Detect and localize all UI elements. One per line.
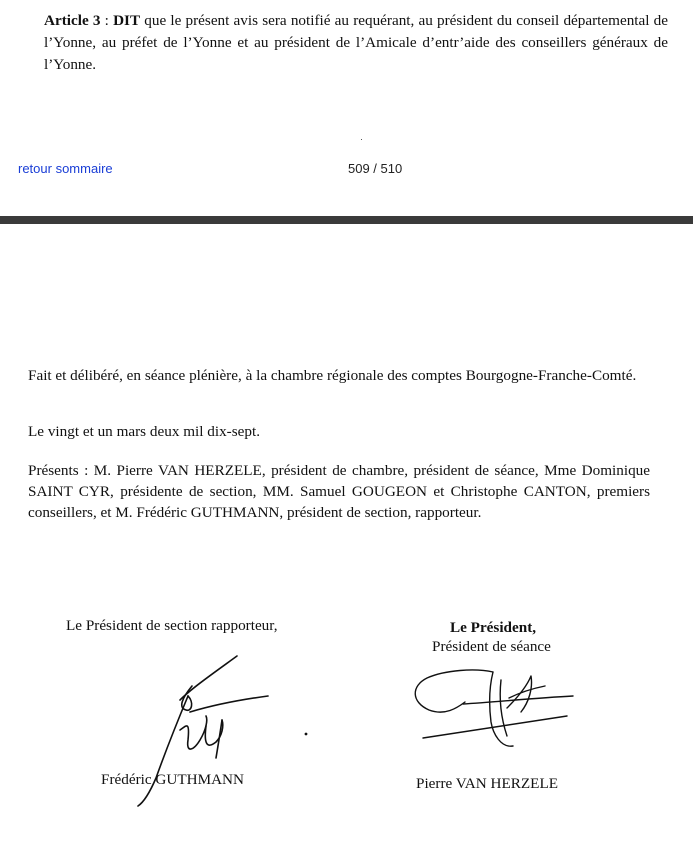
right-handwritten-signature [405,658,580,758]
date-paragraph: Le vingt et un mars deux mil dix-sept. [28,423,260,440]
left-signatory-title: Le Président de section rapporteur, [66,617,278,634]
attendees-paragraph: Présents : M. Pierre VAN HERZELE, président de chambre, président de séance, Mme Dominique SAINT CYR, présidente de section, MM. Samuel GOUGEON et Christophe CANTON, premiers conseillers, et M. Frédéric GUTHMANN, président de section, rapporteur. [28,462,650,521]
right-signatory-name: Pierre VAN HERZELE [416,775,559,792]
article-separator: : [100,12,114,29]
return-summary-link[interactable]: retour sommaire [18,161,113,176]
page-separator [0,216,693,224]
article-label: Article 3 [44,12,101,29]
scan-speck [361,139,362,140]
article-verb: DIT [113,12,141,29]
right-signatory-subtitle: Président de séance [432,638,551,655]
page-number: 509 / 510 [348,161,403,176]
left-handwritten-signature [120,650,290,810]
left-signatory-name: Frédéric GUTHMANN [101,771,244,788]
right-signatory-title: Le Président, [450,619,537,636]
deliberation-paragraph: Fait et délibéré, en séance plénière, à la chambre régionale des comptes Bourgogne-Franche-Comté. [28,367,637,384]
article-text: que le présent avis sera notifié au requérant, au président du conseil départemental de l’Yonne, au préfet de l’Yonne et au président de l’Amicale d’entr’aide des conseillers généraux de l’Yonne. [44,12,668,73]
article-3-paragraph [44,10,668,76]
